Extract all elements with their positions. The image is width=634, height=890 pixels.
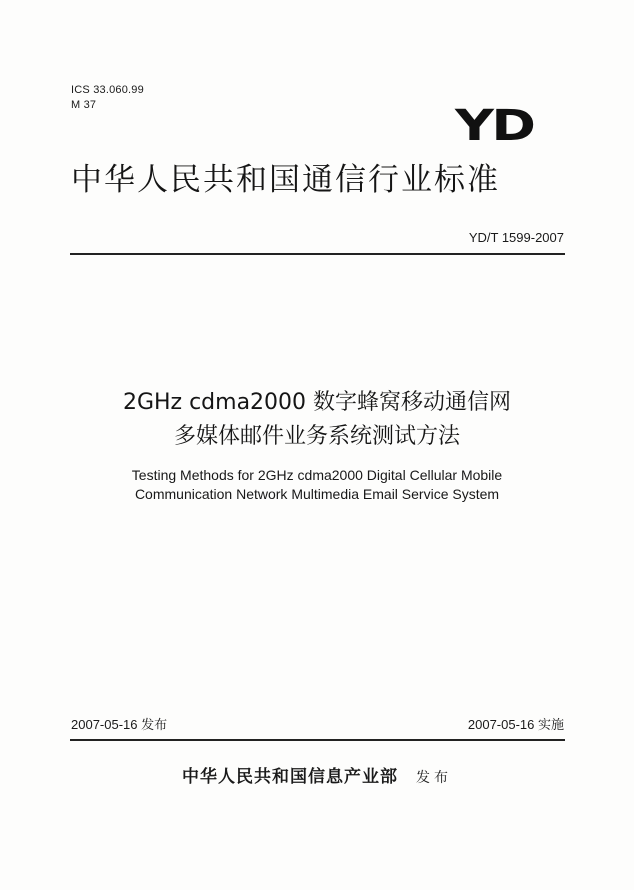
document-title-en-line1: Testing Methods for 2GHz cdma2000 Digital Cellular Mobile <box>131 467 503 483</box>
standard-number: YD/T 1599-2007 <box>468 230 564 245</box>
publisher-line <box>0 766 634 789</box>
document-title-cn-line1: 2GHz cdma2000 数字蜂窝移动通信网 <box>122 390 512 415</box>
yd-logo: YD <box>455 101 534 151</box>
standard-type-title: 中华人民共和国通信行业标准 <box>71 162 500 198</box>
classification-codes <box>71 83 144 113</box>
publish-action: 发布 <box>416 770 452 786</box>
issue-date: 2007-05-16 发布 <box>71 717 168 732</box>
ics-code: ICS 33.060.99 <box>71 84 144 96</box>
document-title-cn-line2: 多媒体邮件业务系统测试方法 <box>173 424 460 449</box>
publisher-name: 中华人民共和国信息产业部 <box>182 767 398 787</box>
document-title-en-line2: Communication Network Multimedia Email Service System <box>134 486 500 502</box>
bottom-divider <box>70 739 565 741</box>
category-code: M 37 <box>71 99 97 111</box>
implementation-date: 2007-05-16 实施 <box>467 717 564 732</box>
top-divider <box>70 253 565 255</box>
